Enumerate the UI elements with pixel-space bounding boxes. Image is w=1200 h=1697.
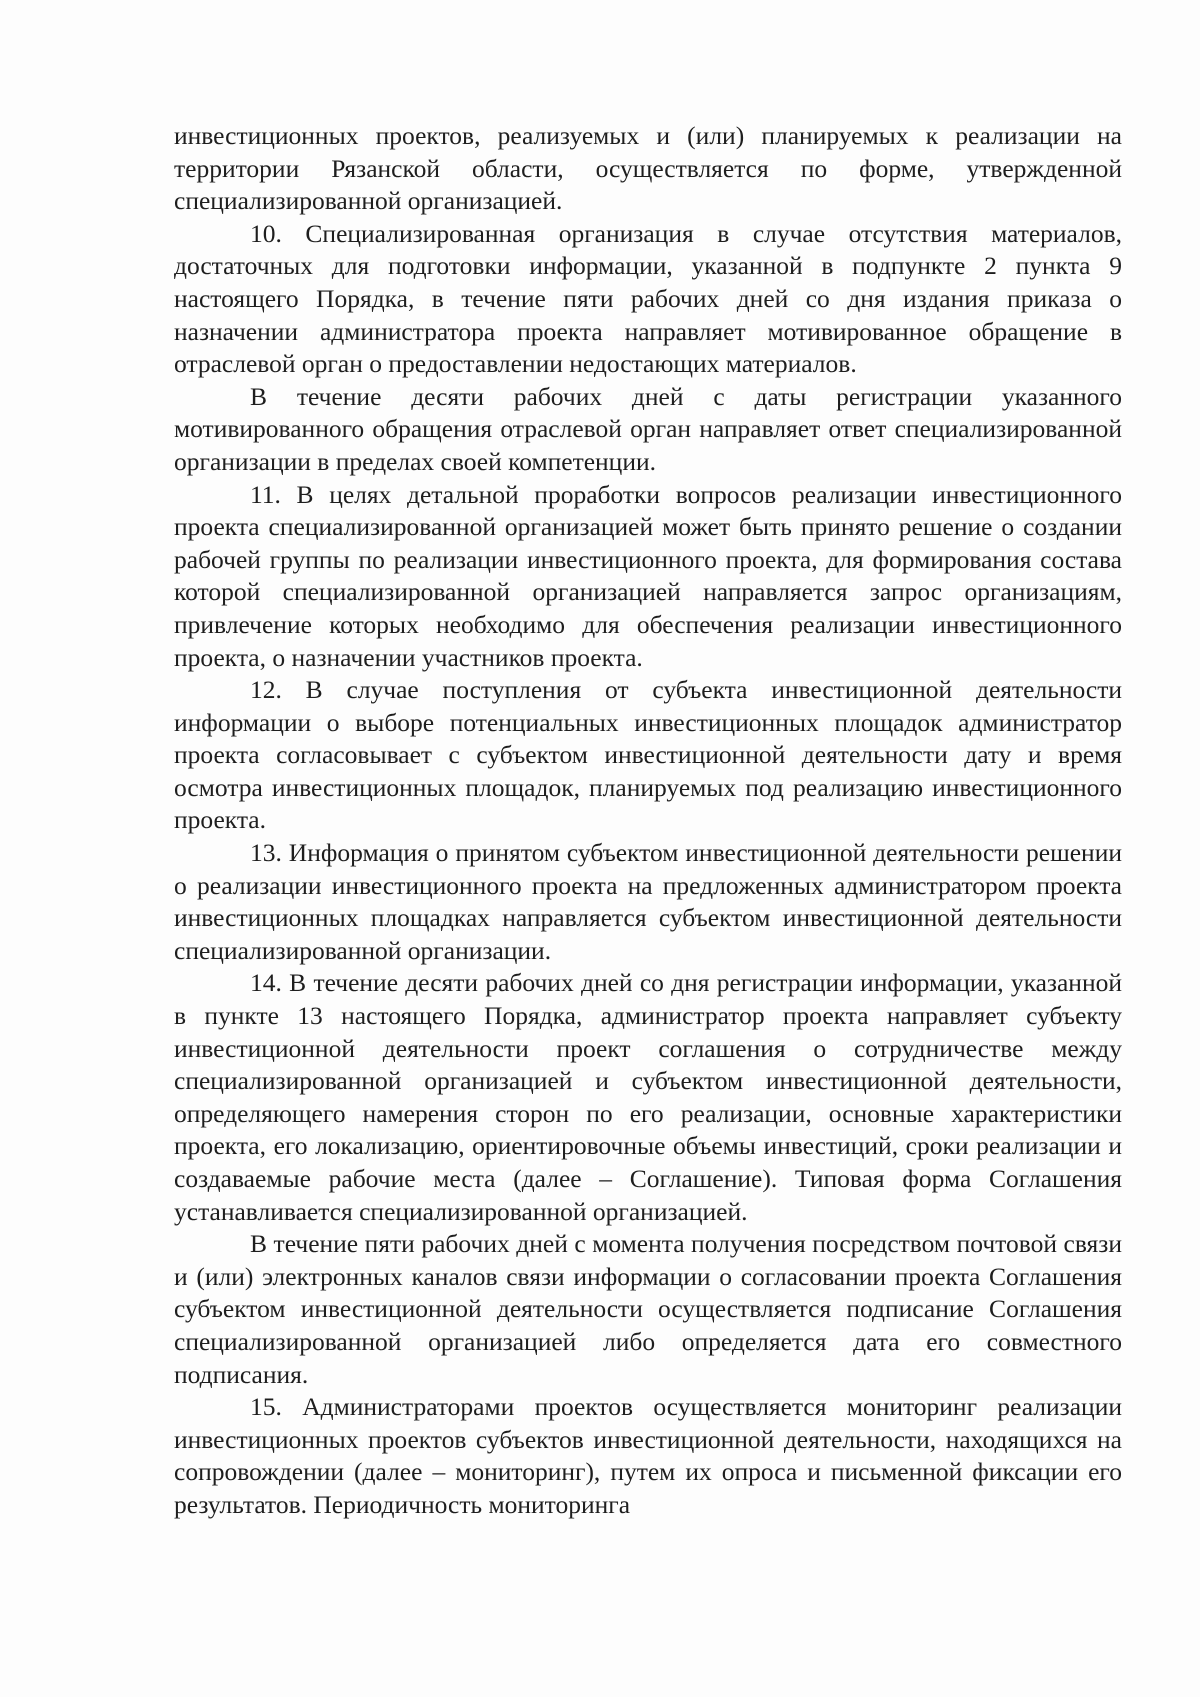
paragraph-10-response: В течение десяти рабочих дней с даты регистрации указанного мотивированного обращения отраслевой орган направляет ответ специализированной организации в пределах своей компетенции.	[174, 381, 1122, 476]
paragraph-13: 13. Информация о принятом субъектом инвестиционной деятельности решении о реализации инвестиционного проекта на предложенных администратором проекта инвестиционных площадках направляется субъектом инвестиционной деятельности специализированной организации.	[174, 838, 1122, 965]
paragraph-continuation: инвестиционных проектов, реализуемых и (или) планируемых к реализации на территории Рязанской области, осуществляется по форме, утвержденной специализированной организацией.	[174, 121, 1122, 216]
paragraph-15: 15. Администраторами проектов осуществляется мониторинг реализации инвестиционных проектов субъектов инвестиционной деятельности, находящихся на сопровождении (далее – мониторинг), путем их опроса и письменной фиксации его результатов. Периодичность мониторинга	[174, 1392, 1122, 1519]
paragraph-11: 11. В целях детальной проработки вопросов реализации инвестиционного проекта специализированной организацией может быть принято решение о создании рабочей группы по реализации инвестиционного проекта, для формирования состава которой специализированной организацией направляется запрос организациям, привлечение которых необходимо для обеспечения реализации инвестиционного проекта, о назначении участников проекта.	[174, 479, 1122, 672]
paragraph-12: 12. В случае поступления от субъекта инвестиционной деятельности информации о выборе потенциальных инвестиционных площадок администратор проекта согласовывает с субъектом инвестиционной деятельности дату и время осмотра инвестиционных площадок, планируемых под реализацию инвестиционного проекта.	[174, 675, 1122, 835]
paragraph-14: 14. В течение десяти рабочих дней со дня регистрации информации, указанной в пункте 13 настоящего Порядка, администратор проекта направляет субъекту инвестиционной деятельности проект соглашения о сотрудничестве между специализированной организацией и субъектом инвестиционной деятельности, определяющего намерения сторон по его реализации, основные характеристики проекта, его локализацию, ориентировочные объемы инвестиций, сроки реализации и создаваемые рабочие места (далее – Соглашение). Типовая форма Соглашения устанавливается специализированной организацией.	[174, 968, 1122, 1226]
paragraph-14-signing: В течение пяти рабочих дней с момента получения посредством почтовой связи и (или) электронных каналов связи информации о согласовании проекта Соглашения субъектом инвестиционной деятельности осуществляется подписание Соглашения специализированной организацией либо определяется дата его совместного подписания.	[174, 1229, 1122, 1389]
document-body	[174, 120, 1122, 1522]
paragraph-10: 10. Специализированная организация в случае отсутствия материалов, достаточных для подготовки информации, указанной в подпункте 2 пункта 9 настоящего Порядка, в течение пяти рабочих дней со дня издания приказа о назначении администратора проекта направляет мотивированное обращение в отраслевой орган о предоставлении недостающих материалов.	[174, 218, 1122, 379]
